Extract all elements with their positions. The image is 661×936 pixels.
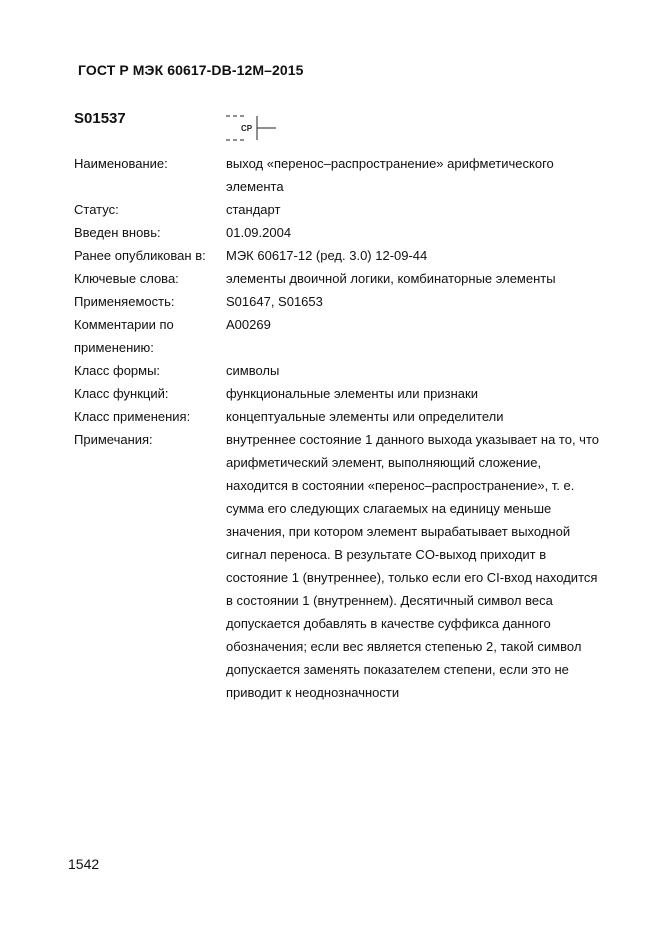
field-label: Применяемость: — [74, 294, 175, 309]
field-label: Ключевые слова: — [74, 271, 179, 286]
field-keywords — [74, 267, 634, 290]
field-value — [226, 152, 634, 198]
field-value: стандарт — [226, 202, 281, 217]
field-applicability — [74, 290, 634, 313]
field-value: концептуальные элементы или определители — [226, 409, 504, 424]
field-value: элементы двоичной логики, комбинаторные элементы — [226, 271, 556, 286]
field-status — [74, 198, 634, 221]
field-label-line: применению: — [74, 340, 154, 355]
field-value-line: элемента — [226, 179, 284, 194]
field-label: Класс формы: — [74, 363, 161, 378]
field-value: символы — [226, 363, 280, 378]
notes-line: находится в состоянии «перенос–распространение», т. е. — [226, 478, 575, 493]
notes-line: допускается заменять показателем степени, если это не — [226, 662, 569, 677]
field-comments — [74, 313, 634, 359]
field-shape-class — [74, 359, 634, 382]
field-value: функциональные элементы или признаки — [226, 386, 478, 401]
field-label: Ранее опубликован в: — [74, 248, 206, 263]
carry-propagate-symbol-icon — [226, 113, 282, 148]
field-value-line: выход «перенос–распространение» арифметического — [226, 156, 554, 171]
field-label: Наименование: — [74, 156, 168, 171]
field-label: Введен вновь: — [74, 225, 161, 240]
document-header: ГОСТ Р МЭК 60617-DB-12M–2015 — [78, 62, 304, 78]
field-value: S01647, S01653 — [226, 294, 323, 309]
field-label: Примечания: — [74, 432, 153, 447]
field-notes — [74, 428, 634, 704]
field-list — [74, 152, 634, 704]
field-value: 01.09.2004 — [226, 225, 292, 240]
field-label: Статус: — [74, 202, 119, 217]
field-value: МЭК 60617-12 (ред. 3.0) 12-09-44 — [226, 248, 428, 263]
notes-line: обозначения; если вес является степенью 2, такой символ — [226, 639, 582, 654]
notes-line: сигнал переноса. В результате CO-выход приходит в — [226, 547, 547, 562]
field-label-line: Комментарии по — [74, 317, 174, 332]
notes-line: допускается добавлять в качестве суффикса данного — [226, 616, 551, 631]
field-label: Класс применения: — [74, 409, 191, 424]
notes-line: арифметический элемент, выполняющий сложение, — [226, 455, 542, 470]
field-name — [74, 152, 634, 198]
notes-line: в состоянии 1 (внутреннем). Десятичный символ веса — [226, 593, 553, 608]
page-number: 1542 — [68, 856, 100, 872]
notes-line: значения, при котором элемент вырабатывает выходной — [226, 524, 571, 539]
notes-line: внутреннее состояние 1 данного выхода указывает на то, что — [226, 432, 599, 447]
field-function-class — [74, 382, 634, 405]
field-label: Класс функций: — [74, 386, 169, 401]
field-introduced — [74, 221, 634, 244]
notes-line: сумма его следующих слагаемых на единицу меньше — [226, 501, 552, 516]
field-application-class — [74, 405, 634, 428]
notes-line: приводит к неоднозначности — [226, 685, 400, 700]
symbol-label: CP — [241, 124, 253, 133]
field-label — [74, 313, 226, 359]
notes-line: состояние 1 (внутреннее), только если его CI-вход находится — [226, 570, 598, 585]
field-value: A00269 — [226, 317, 271, 332]
field-published — [74, 244, 634, 267]
symbol-code: S01537 — [74, 110, 126, 127]
field-value — [226, 428, 634, 704]
